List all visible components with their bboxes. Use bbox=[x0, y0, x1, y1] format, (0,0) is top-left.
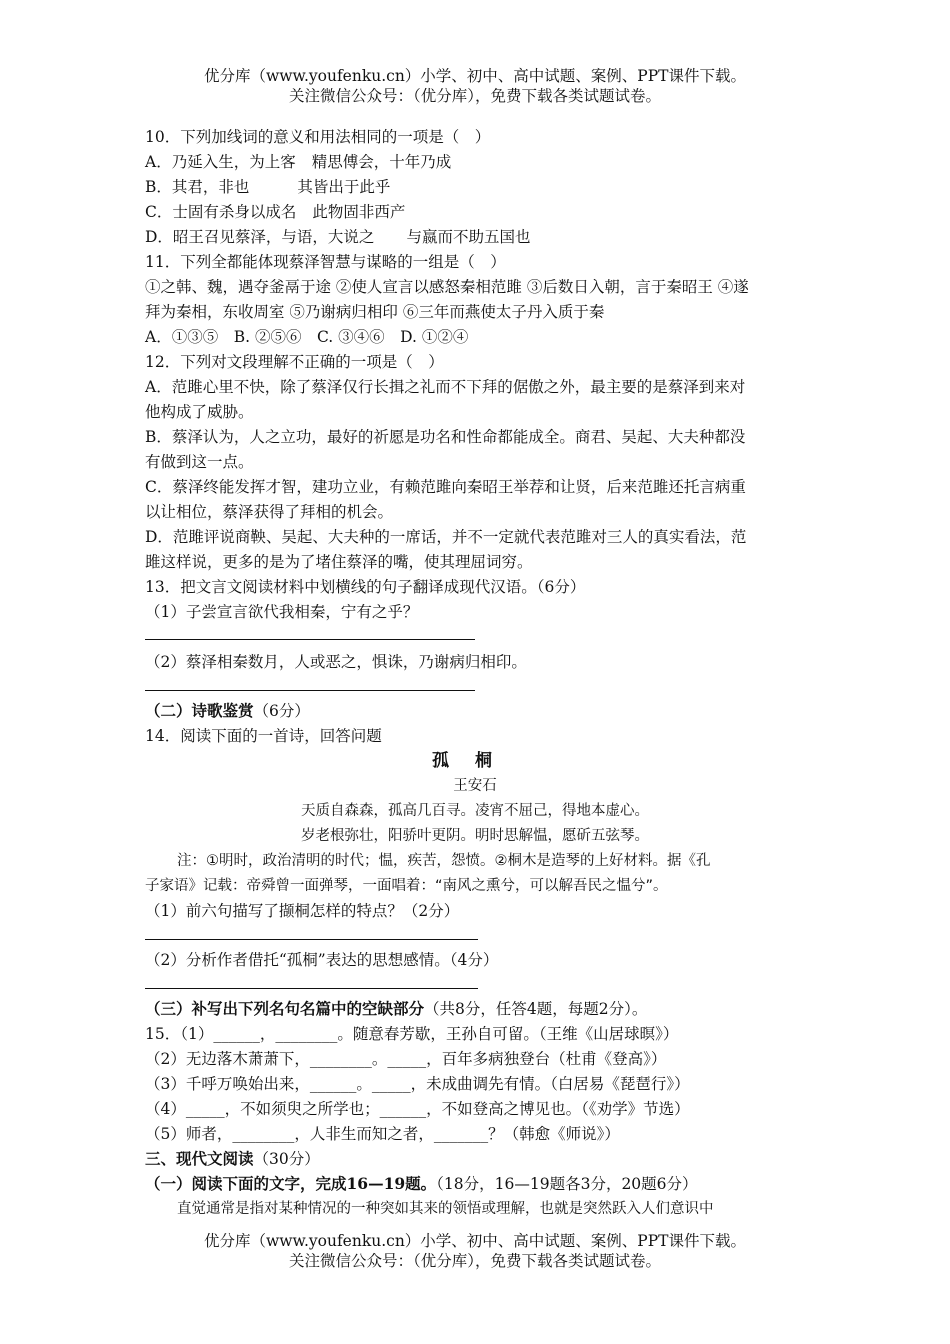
section-3-heading bbox=[145, 999, 647, 1019]
q13-sub-1: （1）子尝宣言欲代我相秦，宁有之乎？ bbox=[145, 603, 419, 621]
poem-verse-1: 天质自森森，孤高几百寻。凌宵不屈己，得地本虚心。 bbox=[301, 803, 649, 819]
q10-d-left: D．昭王召见蔡泽，与语，大说之 bbox=[145, 228, 375, 246]
q14-stem: 14．阅读下面的一首诗，回答问题 bbox=[145, 727, 382, 745]
poem-note-line-1: 注：①明时，政治清明的时代；愠，疾苦，怨愤。②桐木是造琴的上好材料。据《孔 bbox=[177, 853, 711, 869]
poem-verse-2: 岁老根弥壮，阳骄叶更阴。明时思解愠，愿斫五弦琴。 bbox=[301, 828, 649, 844]
poem-note-line-2: 子家语》记载：帝舜曾一面弹琴，一面唱着：“南风之熏兮，可以解吾民之愠兮”。 bbox=[145, 878, 668, 894]
section-2-heading bbox=[145, 701, 310, 721]
q11-options: A．①③⑤ B. ②⑤⑥ C. ③④⑥ D. ①②④ bbox=[145, 328, 469, 346]
q13-answer-line-2[interactable] bbox=[145, 690, 475, 691]
part-3-score: （30分） bbox=[253, 1150, 320, 1168]
q10-b-right: 其皆出于此乎 bbox=[297, 178, 391, 196]
q10-option-d bbox=[145, 227, 530, 247]
q12-b-line-2: 有做到这一点。 bbox=[145, 453, 254, 471]
q10-stem: 10．下列加线词的意义和用法相同的一项是（ ） bbox=[145, 128, 491, 146]
q10-a-right: 精思傅会，十年乃成 bbox=[311, 153, 452, 171]
q11-items-line-1: ①之韩、魏，遇夺釜鬲于途 ②使人宣言以感怒秦相范雎 ③后数日入朝，言于秦昭王 ④遂 bbox=[145, 278, 749, 296]
q11-items-line-2: 拜为秦相，东收周室 ⑤乃谢病归相印 ⑥三年而燕使太子丹入质于秦 bbox=[145, 303, 605, 321]
q15-item-2: （2）无边落木萧萧下，________。_____，百年多病独登台（杜甫《登高》） bbox=[145, 1050, 667, 1068]
subsection-1-title: （一）阅读下面的文字，完成16—19题。 bbox=[145, 1174, 437, 1193]
subsection-1-score: （18分，16—19题各3分，20题6分） bbox=[436, 1175, 698, 1193]
poem-author: 王安石 bbox=[453, 778, 497, 794]
part-3-title: 三、现代文阅读 bbox=[145, 1149, 254, 1168]
q13-stem: 13．把文言文阅读材料中划横线的句子翻译成现代汉语。（6分） bbox=[145, 578, 586, 596]
q15-item-4: （4）_____，不如须臾之所学也；______，不如登高之博见也。（《劝学》节选） bbox=[145, 1100, 690, 1118]
q12-d-line-1: D．范雎评说商鞅、吴起、大夫种的一席话，并不一定就代表范雎对三人的真实看法，范 bbox=[145, 528, 747, 546]
q12-stem: 12．下列对文段理解不正确的一项是（ ） bbox=[145, 353, 444, 371]
q10-option-b bbox=[145, 177, 390, 197]
header-line-1: 优分库（www.youfenku.cn）小学、初中、高中试题、案例、PPT课件下载。 bbox=[203, 67, 747, 85]
q10-option-c bbox=[145, 202, 405, 222]
section-2-score: （6分） bbox=[253, 702, 310, 720]
q12-a-line-1: A．范雎心里不快，除了蔡泽仅行长揖之礼而不下拜的倨傲之外，最主要的是蔡泽到来对 bbox=[145, 378, 746, 396]
q14-sub-1: （1）前六句描写了撷桐怎样的特点？（2分） bbox=[145, 902, 460, 920]
q10-b-left: B．其君，非也 bbox=[145, 178, 250, 196]
q12-c-line-1: C．蔡泽终能发挥才智，建功立业，有赖范雎向秦昭王举荐和让贤，后来范雎还托言病重 bbox=[145, 478, 746, 496]
passage-line-1: 直觉通常是指对某种情况的一种突如其来的领悟或理解，也就是突然跃入人们意识中 bbox=[177, 1201, 714, 1217]
q10-d-right: 与嬴而不助五国也 bbox=[406, 228, 531, 246]
q10-option-a bbox=[145, 152, 451, 172]
section-2-title: （二）诗歌鉴赏 bbox=[145, 701, 254, 720]
q10-a-left: A．乃延入生，为上客 bbox=[145, 153, 296, 171]
q15-item-3: （3）千呼万唤始出来，______。_____，未成曲调先有情。（白居易《琵琶行》） bbox=[145, 1075, 690, 1093]
q10-c-left: C．士固有杀身以成名 bbox=[145, 203, 297, 221]
q15-item-1: 15．（1）______，________。随意春芳歇，王孙自可留。（王维《山居球暝》） bbox=[145, 1025, 679, 1043]
q12-a-line-2: 他构成了威胁。 bbox=[145, 403, 254, 421]
section-3-rest: （共8分，任答4题，每题2分）。 bbox=[424, 1000, 648, 1018]
q12-b-line-1: B．蔡泽认为，人之立功，最好的祈愿是功名和性命都能成全。商君、吴起、大夫种都没 bbox=[145, 428, 746, 446]
q14-answer-line-2[interactable] bbox=[145, 988, 478, 989]
q12-d-line-2: 雎这样说，更多的是为了堵住蔡泽的嘴，使其理屈词穷。 bbox=[145, 553, 533, 571]
poem-title-text: 孤桐 bbox=[432, 751, 518, 771]
footer-line-2: 关注微信公众号：（优分库），免费下载各类试题试卷。 bbox=[288, 1252, 661, 1270]
part-3-heading bbox=[145, 1149, 320, 1169]
header-line-2: 关注微信公众号：（优分库），免费下载各类试题试卷。 bbox=[288, 87, 661, 105]
footer-line-1: 优分库（www.youfenku.cn）小学、初中、高中试题、案例、PPT课件下载。 bbox=[203, 1232, 747, 1250]
subsection-1-heading bbox=[145, 1174, 698, 1194]
q11-stem: 11．下列全都能体现蔡泽智慧与谋略的一组是（ ） bbox=[145, 253, 506, 271]
q14-sub-2: （2）分析作者借托“孤桐”表达的思想感情。（4分） bbox=[145, 951, 499, 969]
q13-answer-line-1[interactable] bbox=[145, 639, 475, 640]
q15-item-5: （5）师者，________，人非生而知之者，_______？（韩愈《师说》） bbox=[145, 1125, 620, 1143]
q14-answer-line-1[interactable] bbox=[145, 939, 478, 940]
section-3-title: （三）补写出下列名句名篇中的空缺部分 bbox=[145, 999, 425, 1018]
q13-sub-2: （2）蔡泽相秦数月，人或恶之，惧诛，乃谢病归相印。 bbox=[145, 653, 527, 671]
q12-c-line-2: 以让相位，蔡泽获得了拜相的机会。 bbox=[145, 503, 394, 521]
q10-c-right: 此物固非西产 bbox=[312, 203, 406, 221]
poem-title bbox=[0, 751, 950, 771]
